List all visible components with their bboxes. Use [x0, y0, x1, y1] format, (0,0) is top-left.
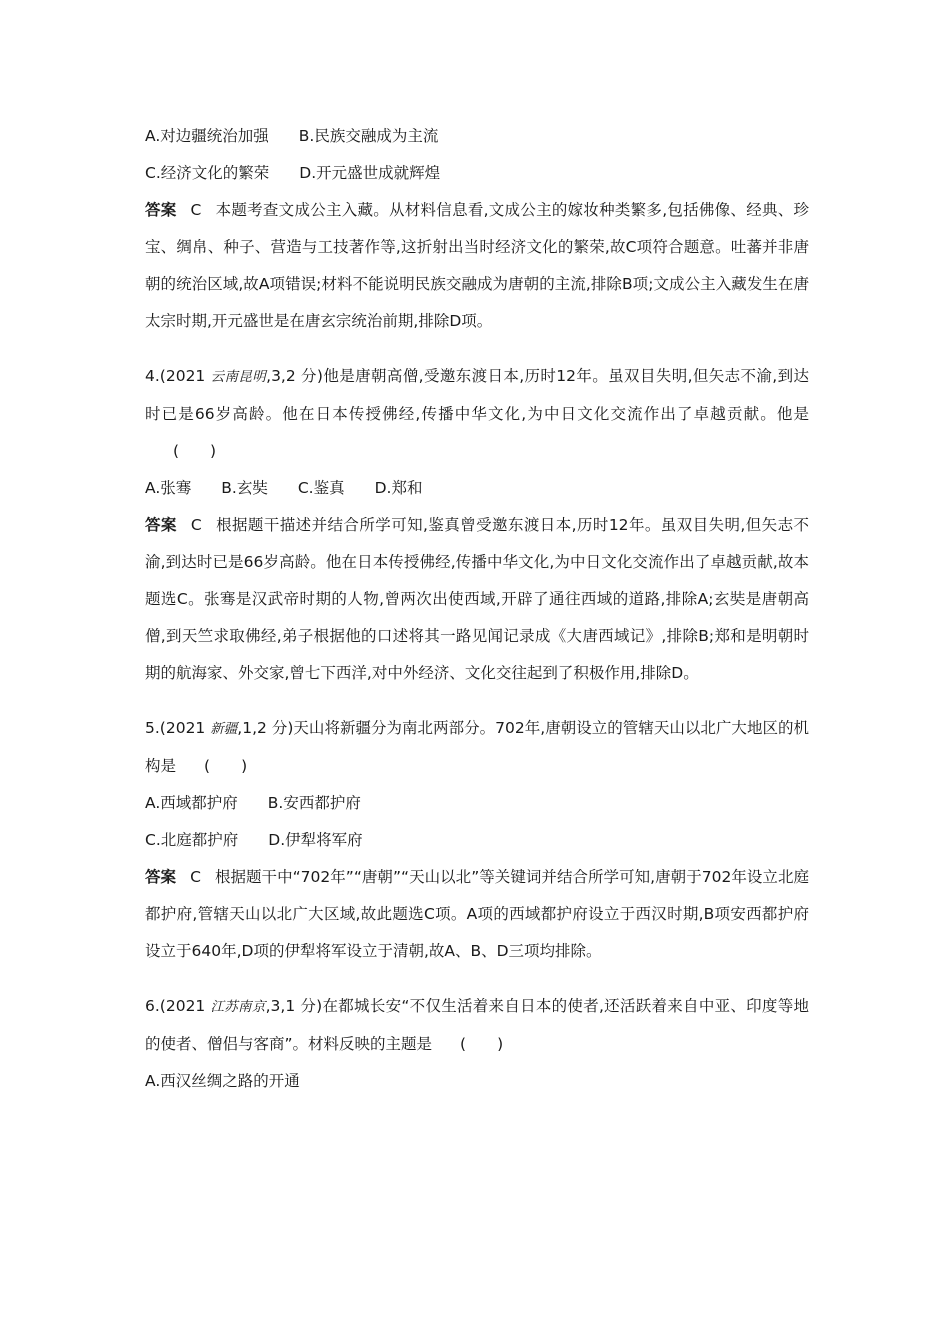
explanation-text: 根据题干描述并结合所学可知,鉴真曾受邀东渡日本,历时12年。虽双目失明,但矢志不渝,到达时已是66岁高龄。他在日本传授佛经,传播中华文化,为中日文化交流作出了卓越贡献,故本题选C。张骞是汉武帝时期的人物,曾两次出使西域,开辟了通往西域的道路,排除A;玄奘是唐朝高僧,到天竺求取佛经,弟子根据他的口述将其一路见闻记录成《大唐西域记》,排除B;郑和是明朝时期的航海家、外交家,曾七下西洋,对中外经济、文化交往起到了积极作用,排除D。: [145, 516, 809, 682]
question-year: 2021: [165, 719, 206, 737]
question-score: ,1,2 分): [237, 719, 294, 737]
answer-blank: ( ): [460, 1035, 504, 1053]
question-source: 江苏南京: [210, 999, 266, 1015]
question-year: 2021: [165, 997, 206, 1015]
question-text: 在都城长安“不仅生活着来自日本的使者,还活跃着来自中亚、印度等地的使者、僧侣与客商”。材料反映的主题是: [145, 997, 809, 1053]
answer-explanation: [145, 192, 809, 340]
option-c: C.北庭都护府: [145, 831, 239, 849]
question-source: 云南昆明: [210, 369, 267, 385]
option-b: B.民族交融成为主流: [298, 127, 439, 145]
option-c: C.经济文化的繁荣: [145, 164, 270, 182]
question-3: [145, 118, 809, 340]
question-stem: [145, 358, 809, 470]
question-source: 新疆: [210, 721, 238, 737]
question-number: 6.(: [145, 997, 166, 1015]
options-row-2: [145, 822, 809, 859]
answer-label: 答案: [145, 868, 177, 886]
option-a: A.对边疆统治加强: [145, 127, 269, 145]
option-a: A.张骞: [145, 479, 192, 497]
answer-letter: C: [190, 201, 202, 219]
options-row: [145, 470, 809, 507]
answer-blank: ( ): [204, 757, 248, 775]
option-d: D.伊犁将军府: [268, 831, 363, 849]
explanation-text: 根据题干中“702年”“唐朝”“天山以北”等关键词并结合所学可知,唐朝于702年设立北庭都护府,管辖天山以北广大区域,故此题选C项。A项的西域都护府设立于西汉时期,B项安西都护府设立于640年,D项的伊犁将军设立于清朝,故A、B、D三项均排除。: [145, 868, 809, 960]
question-6: [145, 988, 809, 1100]
options-row-1: [145, 118, 809, 155]
option-c: C.鉴真: [297, 479, 345, 497]
option-d: D.郑和: [374, 479, 423, 497]
question-score: ,3,2 分): [266, 367, 323, 385]
document-page: [145, 118, 809, 1100]
answer-explanation: [145, 507, 809, 692]
question-number: 5.(: [145, 719, 166, 737]
option-a: A.西汉丝绸之路的开通: [145, 1072, 300, 1090]
answer-letter: C: [190, 516, 202, 534]
answer-letter: C: [190, 868, 201, 886]
question-stem: [145, 710, 809, 785]
question-stem: [145, 988, 809, 1063]
answer-label: 答案: [145, 516, 177, 534]
option-a: A.西域都护府: [145, 794, 238, 812]
option-b: B.玄奘: [221, 479, 268, 497]
options-row-1: [145, 785, 809, 822]
question-5: [145, 710, 809, 970]
question-number: 4.(: [145, 367, 166, 385]
question-score: ,3,1 分): [265, 997, 323, 1015]
options-row-2: [145, 155, 809, 192]
question-text: 天山将新疆分为南北两部分。702年,唐朝设立的管辖天山以北广大地区的机构是: [145, 719, 810, 775]
option-b: B.安西都护府: [267, 794, 361, 812]
option-d: D.开元盛世成就辉煌: [299, 164, 441, 182]
question-text: 他是唐朝高僧,受邀东渡日本,历时12年。虽双目失明,但矢志不渝,到达时已是66岁高龄。他在日本传授佛经,传播中华文化,为中日文化交流作出了卓越贡献。他是: [145, 367, 809, 423]
question-4: [145, 358, 809, 692]
question-year: 2021: [165, 367, 206, 385]
explanation-text: 本题考查文成公主入藏。从材料信息看,文成公主的嫁妆种类繁多,包括佛像、经典、珍宝、绸帛、种子、营造与工技著作等,这折射出当时经济文化的繁荣,故C项符合题意。吐蕃并非唐朝的统治区域,故A项错误;材料不能说明民族交融成为唐朝的主流,排除B项;文成公主入藏发生在唐太宗时期,开元盛世是在唐玄宗统治前期,排除D项。: [145, 201, 809, 330]
answer-explanation: [145, 859, 809, 970]
answer-label: 答案: [145, 201, 177, 219]
answer-blank: ( ): [173, 442, 217, 460]
